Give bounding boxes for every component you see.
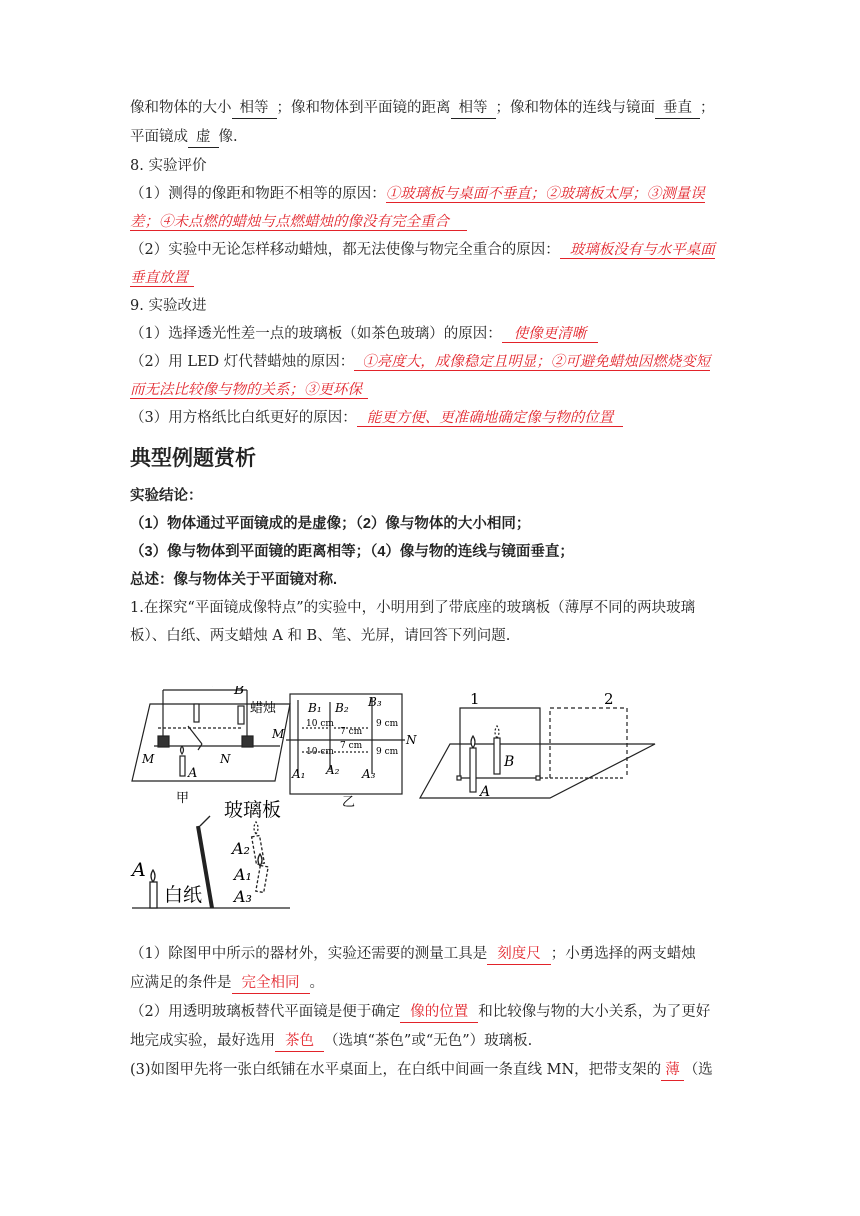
label-9cm: 9 cm	[376, 747, 399, 757]
text: （选	[683, 1062, 713, 1078]
question-text: （1）测得的像距和物距不相等的原因：	[130, 186, 386, 202]
label-B2: B₂	[335, 701, 349, 715]
answer-blank: 薄	[661, 1061, 684, 1081]
sub-question-2-cont	[130, 1031, 735, 1052]
text: ；像和物体到平面镜的距离	[276, 100, 451, 116]
label-7cm: 7 cm	[340, 741, 363, 751]
question-1-stem-cont: 板）、白纸、两支蜡烛 A 和 B、笔、光屏，请回答下列问题.	[130, 628, 511, 644]
eval-q2-cont	[130, 268, 735, 288]
sub-question-3	[130, 1060, 735, 1081]
answer-text: 使像更清晰	[502, 326, 599, 343]
label-A1: A₁	[292, 767, 306, 781]
answer-blank: 茶色	[275, 1032, 324, 1052]
answer-text: 差；④未点燃的蜡烛与点燃蜡烛的像没有完全重合	[130, 214, 467, 231]
text: 应满足的条件是	[130, 975, 232, 991]
sub-question-1-cont	[130, 973, 735, 994]
text: （选填“茶色”或“无色”）玻璃板.	[324, 1033, 533, 1049]
text: ；	[700, 100, 715, 116]
text: ；小勇选择的两支蜡烛	[550, 946, 696, 962]
label-A2: A₂	[232, 839, 250, 858]
text: 像和物体的大小	[130, 100, 232, 116]
label-7cm: 7 cm	[340, 727, 363, 737]
label-B3: B₃	[368, 695, 382, 709]
sub-question-2	[130, 1002, 735, 1023]
label-B1: B₁	[308, 701, 322, 715]
figure-diagrams	[130, 686, 730, 916]
fill-blank: 垂直	[655, 99, 700, 119]
question-1-stem: 1.在探究“平面镜成像特点”的实验中，小明用到了带底座的玻璃板（薄厚不同的两块玻璃	[130, 600, 696, 616]
label-paper: 白纸	[164, 884, 203, 906]
label-A: A	[188, 766, 198, 781]
label-A1: A₁	[234, 865, 252, 884]
answer-text: ①玻璃板与桌面不垂直；②玻璃板太厚；③测量误	[385, 186, 705, 202]
label-A: A	[480, 784, 491, 800]
eval-q1	[130, 184, 735, 204]
question-text: （1）选择透光性差一点的玻璃板（如茶色玻璃）的原因：	[130, 326, 502, 342]
improve-q1	[130, 324, 735, 344]
label-A: A	[132, 859, 146, 881]
eval-q1-cont	[130, 212, 735, 232]
figures	[130, 686, 730, 916]
answer-text: 垂直放置	[130, 270, 194, 287]
fill-blank: 相等	[451, 99, 496, 119]
answer-blank: 刻度尺	[487, 945, 551, 965]
label-M: M	[142, 752, 155, 766]
conclusion-item-2: （3）像与物体到平面镜的距离相等；（4）像与物的连线与镜面垂直；	[130, 544, 574, 560]
figure-bing	[420, 708, 655, 798]
text: (3)如图甲先将一张白纸铺在水平桌面上，在白纸中间画一条直线 MN，把带支架的	[130, 1062, 662, 1078]
label-1: 1	[470, 690, 480, 708]
answer-text: 玻璃板没有与水平桌面	[560, 242, 715, 259]
questions-section	[130, 944, 735, 1081]
text: （2）用透明玻璃板替代平面镜是便于确定	[130, 1004, 401, 1020]
label-9cm: 9 cm	[376, 719, 399, 729]
conclusion-line-1	[130, 98, 735, 119]
answer-blank: 完全相同	[232, 974, 310, 994]
fill-blank: 相等	[232, 99, 277, 119]
section-8-title: 8. 实验评价	[130, 158, 207, 174]
label-candle: 蜡烛	[250, 701, 277, 716]
label-A3: A₃	[234, 887, 252, 906]
label-N: N	[406, 733, 417, 747]
eval-q2	[130, 240, 735, 260]
conclusion-line-2	[130, 127, 735, 148]
document-body	[130, 98, 735, 646]
label-B: B	[234, 686, 245, 698]
improve-q2-cont	[130, 380, 735, 400]
question-text: （2）用 LED 灯代替蜡烛的原因：	[130, 354, 355, 370]
summary: 总述：像与物体关于平面镜对称.	[130, 572, 338, 588]
answer-text: 能更方便、更准确地确定像与物的位置	[357, 410, 624, 427]
sub-question-1	[130, 944, 735, 965]
text: 地完成实验，最好选用	[130, 1033, 275, 1049]
answer-blank: 像的位置	[400, 1003, 478, 1023]
caption-yi: 乙	[342, 795, 356, 810]
conclusion-item-1: （1）物体通过平面镜成的是虚像；（2）像与物体的大小相同；	[130, 516, 531, 532]
fill-blank: 虚	[188, 128, 219, 148]
improve-q2	[130, 352, 735, 372]
text: ；像和物体的连线与镜面	[495, 100, 655, 116]
text: 。	[309, 975, 324, 991]
question-text: （2）实验中无论怎样移动蜡烛，都无法使像与物完全重合的原因：	[130, 242, 560, 258]
conclusion-title: 实验结论：	[130, 488, 203, 504]
label-A3: A₃	[362, 767, 376, 781]
label-10cm: 10 cm	[306, 747, 334, 757]
text: （1）除图甲中所示的器材外，实验还需要的测量工具是	[130, 946, 488, 962]
label-A2: A₂	[326, 763, 340, 777]
label-10cm: 10 cm	[306, 719, 334, 729]
label-N: N	[220, 752, 231, 766]
label-glass: 玻璃板	[224, 799, 282, 821]
section-heading: 典型例题赏析	[130, 446, 256, 470]
label-B: B	[504, 754, 515, 770]
caption-jia: 甲	[176, 791, 190, 806]
answer-text: ①亮度大，成像稳定且明显；②可避免蜡烛因燃烧变短	[354, 354, 710, 371]
answer-text: 而无法比较像与物的关系；③更环保	[130, 382, 368, 399]
text: 平面镜成	[130, 129, 188, 145]
question-text: （3）用方格纸比白纸更好的原因：	[130, 410, 357, 426]
text: 像.	[218, 129, 238, 145]
label-M: M	[272, 727, 285, 741]
label-2: 2	[604, 690, 614, 708]
text: 和比较像与物的大小关系，为了更好	[478, 1004, 711, 1020]
figure-ding	[132, 816, 290, 908]
section-9-title: 9. 实验改进	[130, 298, 207, 314]
improve-q3	[130, 408, 735, 428]
